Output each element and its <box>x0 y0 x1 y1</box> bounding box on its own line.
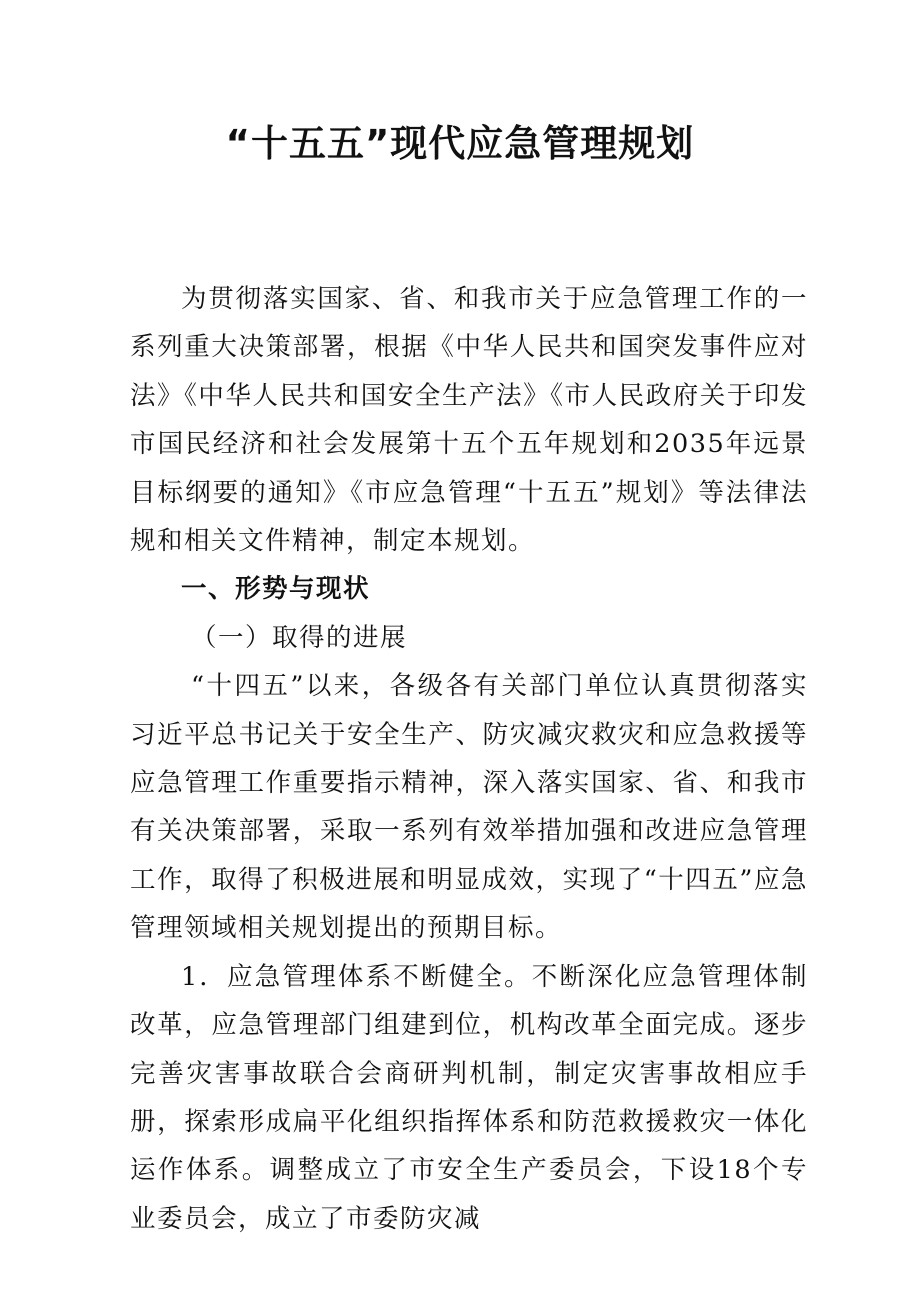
section-heading-situation: 一、形势与现状 <box>181 574 371 605</box>
progress-paragraph: “十四五”以来，各级各有关部门单位认真贯彻落实习近平总书记关于安全生产、防灾减灾救灾和应急救援等应急管理工作重要指示精神，深入落实国家、省、和我市有关决策部署，采取一系列有效举措加强和改进应急管理工作，取得了积极进展和明显成效，实现了“十四五”应急管理领域相关规划提出的预期目标。 <box>130 671 808 944</box>
document-title: “十五五”现代应急管理规划 <box>225 122 695 165</box>
document-body <box>130 275 808 1243</box>
intro-paragraph: 为贯彻落实国家、省、和我市关于应急管理工作的一系列重大决策部署，根据《中华人民共和国突发事件应对法》《中华人民共和国安全生产法》《市人民政府关于印发市国民经济和社会发展第十五个五年规划和2035年远景目标纲要的通知》《市应急管理“十五五”规划》等法律法规和相关文件精神，制定本规划。 <box>130 284 808 557</box>
numbered-paragraph-1: 1．应急管理体系不断健全。不断深化应急管理体制改革，应急管理部门组建到位，机构改革全面完成。逐步完善灾害事故联合会商研判机制，制定灾害事故相应手册，探索形成扁平化组织指挥体系和防范救援救灾一体化运作体系。调整成立了市安全生产委员会，下设18个专业委员会，成立了市委防灾减 <box>130 961 808 1234</box>
subsection-heading-progress: （一）取得的进展 <box>191 622 408 653</box>
